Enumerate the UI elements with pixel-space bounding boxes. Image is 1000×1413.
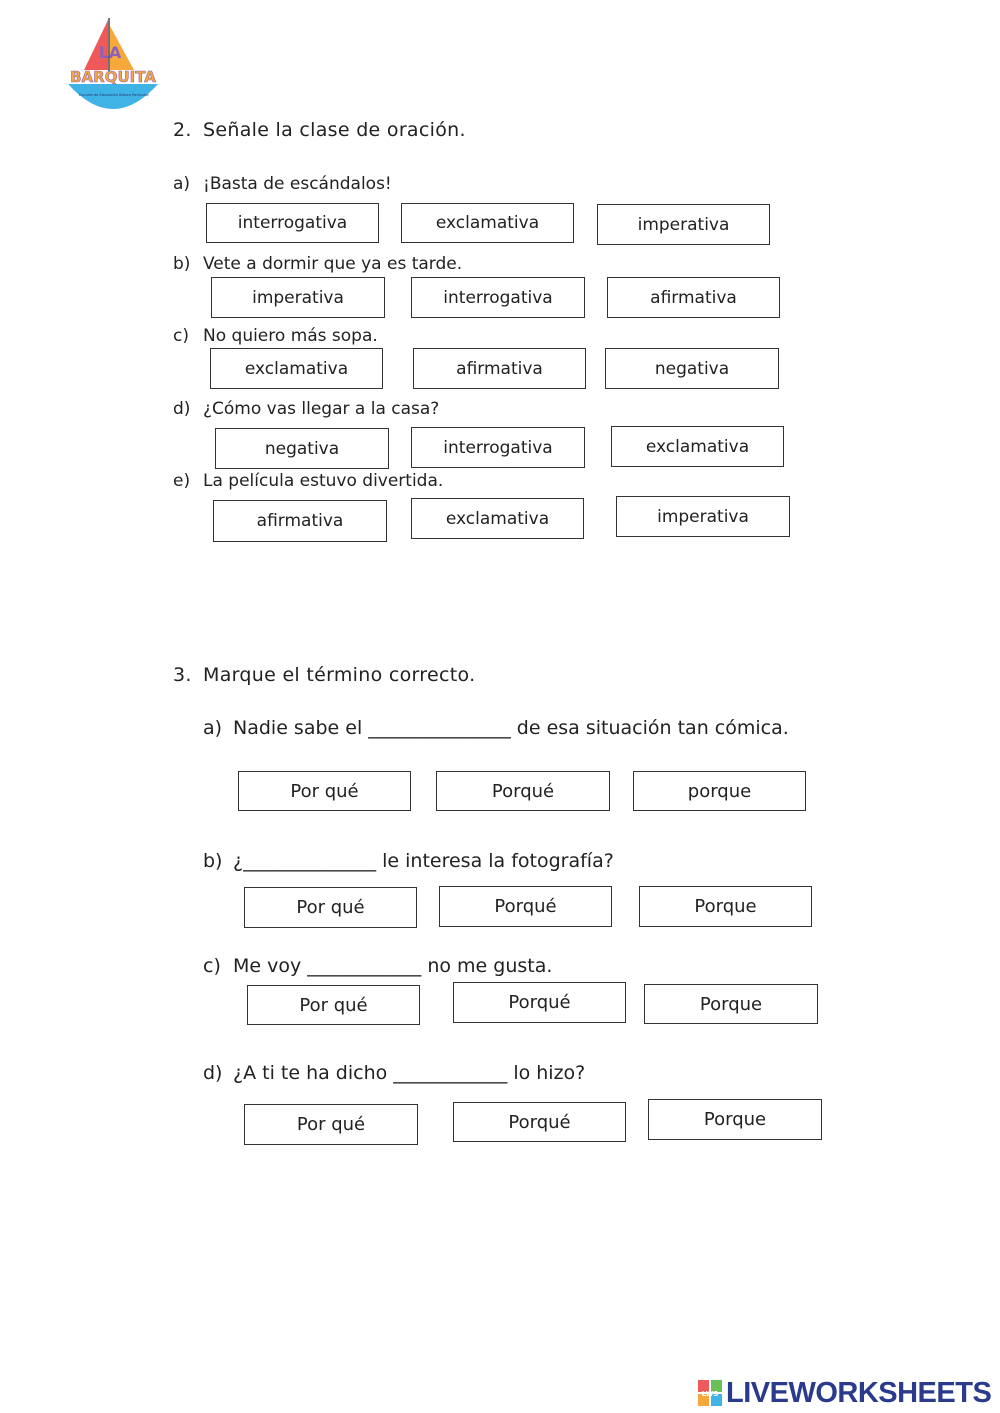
option-3d-1[interactable]: Por qué bbox=[244, 1104, 418, 1145]
option-2d-3[interactable]: exclamativa bbox=[611, 426, 784, 467]
question-text: Nadie sabe el _______________ de esa situación tan cómica. bbox=[233, 717, 789, 739]
option-2a-2[interactable]: exclamativa bbox=[401, 203, 574, 243]
option-2a-1[interactable]: interrogativa bbox=[206, 203, 379, 243]
question-text: No quiero más sopa. bbox=[203, 326, 378, 346]
question-text: ¿Cómo vas llegar a la casa? bbox=[203, 399, 440, 419]
option-2b-1[interactable]: imperativa bbox=[211, 277, 385, 318]
liveworksheets-badge-icon bbox=[698, 1380, 722, 1406]
option-3a-3[interactable]: porque bbox=[633, 771, 806, 811]
question-2d bbox=[173, 399, 440, 419]
section-3-heading bbox=[173, 664, 573, 690]
option-2c-2[interactable]: afirmativa bbox=[413, 348, 586, 389]
question-text: Me voy ____________ no me gusta. bbox=[233, 955, 553, 977]
question-letter: d) bbox=[173, 399, 191, 419]
option-2e-3[interactable]: imperativa bbox=[616, 496, 790, 537]
option-3c-2[interactable]: Porqué bbox=[453, 982, 626, 1023]
option-2d-1[interactable]: negativa bbox=[215, 428, 389, 469]
question-3c bbox=[203, 955, 553, 977]
question-3a bbox=[203, 717, 789, 739]
option-3a-1[interactable]: Por qué bbox=[238, 771, 411, 811]
logo-text-line2: BARQUITA bbox=[70, 68, 156, 86]
question-2c bbox=[173, 326, 378, 346]
question-letter: d) bbox=[203, 1062, 223, 1084]
question-letter: e) bbox=[173, 471, 191, 491]
option-3c-3[interactable]: Porque bbox=[644, 984, 818, 1024]
section-2-number: 2. bbox=[173, 119, 192, 141]
question-letter: a) bbox=[203, 717, 223, 739]
question-text: La película estuvo divertida. bbox=[203, 471, 444, 491]
logo-tagline: Escuela de Educación Básica Particular bbox=[78, 93, 150, 97]
option-3d-2[interactable]: Porqué bbox=[453, 1102, 626, 1142]
question-text: Vete a dormir que ya es tarde. bbox=[203, 254, 463, 274]
question-text: ¡Basta de escándalos! bbox=[203, 174, 392, 194]
option-2c-1[interactable]: exclamativa bbox=[210, 348, 383, 389]
option-2d-2[interactable]: interrogativa bbox=[411, 427, 585, 468]
question-letter: b) bbox=[173, 254, 191, 274]
option-2e-2[interactable]: exclamativa bbox=[411, 498, 584, 539]
option-3d-3[interactable]: Porque bbox=[648, 1099, 822, 1140]
question-letter: a) bbox=[173, 174, 191, 194]
section-2-title: Señale la clase de oración. bbox=[203, 119, 466, 141]
section-3-number: 3. bbox=[173, 664, 192, 686]
option-3b-1[interactable]: Por qué bbox=[244, 887, 417, 928]
option-2c-3[interactable]: negativa bbox=[605, 348, 779, 389]
question-2e bbox=[173, 471, 444, 491]
option-3a-2[interactable]: Porqué bbox=[436, 771, 610, 811]
question-2a bbox=[173, 174, 392, 194]
school-logo bbox=[58, 16, 168, 120]
option-2b-3[interactable]: afirmativa bbox=[607, 277, 780, 318]
question-3b bbox=[203, 850, 614, 872]
section-3-title: Marque el término correcto. bbox=[203, 664, 476, 686]
liveworksheets-brand bbox=[698, 1376, 991, 1410]
option-3b-3[interactable]: Porque bbox=[639, 886, 812, 927]
section-2-heading bbox=[173, 119, 573, 145]
option-3c-1[interactable]: Por qué bbox=[247, 985, 420, 1025]
option-2b-2[interactable]: interrogativa bbox=[411, 277, 585, 318]
question-text: ¿A ti te ha dicho ____________ lo hizo? bbox=[233, 1062, 586, 1084]
option-2a-3[interactable]: imperativa bbox=[597, 204, 770, 245]
question-letter: b) bbox=[203, 850, 223, 872]
logo-text-line1: LA bbox=[98, 43, 122, 62]
option-3b-2[interactable]: Porqué bbox=[439, 886, 612, 927]
option-2e-1[interactable]: afirmativa bbox=[213, 500, 387, 542]
question-letter: c) bbox=[203, 955, 221, 977]
question-3d bbox=[203, 1062, 586, 1084]
badge-text: LWS bbox=[701, 1390, 719, 1398]
question-2b bbox=[173, 254, 463, 274]
question-text: ¿______________ le interesa la fotografía? bbox=[233, 850, 614, 872]
question-letter: c) bbox=[173, 326, 189, 346]
liveworksheets-text: LIVEWORKSHEETS bbox=[726, 1376, 992, 1409]
